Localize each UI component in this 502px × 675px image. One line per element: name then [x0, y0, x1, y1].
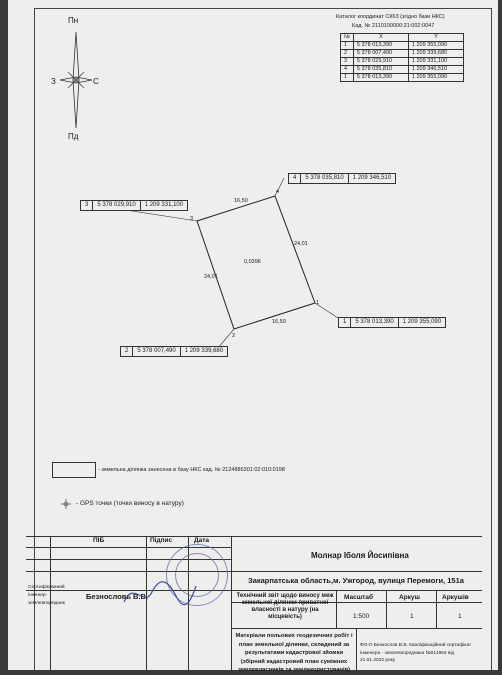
materials-text: Матеріали польових геодезичних робіт і план земельної ділянки, складений за результатами кадастрової зйомки (збірний кадастровий план суміжних землевласників та землекористувачів): [235, 633, 353, 673]
scale-value: 1:500: [353, 613, 370, 620]
table-cell: 5 378 035,810: [353, 66, 408, 74]
side-length-label: 24,01: [294, 241, 308, 247]
sheet-header: Аркуш: [399, 594, 420, 601]
pib-header: ПІБ: [93, 537, 105, 544]
table-cell: 1 209 339,680: [408, 50, 463, 58]
catalog-header-cell: Y: [408, 34, 463, 42]
parcel-address: Закарпатська область,м. Ужгород, вулиця Перемоги, 151а: [248, 576, 464, 585]
table-cell: 1 209 355,090: [408, 42, 463, 50]
vertex-number: 3: [81, 201, 93, 210]
catalog-title: Каталог координат СК63 (згідно бази НКС): [336, 14, 445, 20]
vertex-coordinate-box: [120, 346, 228, 357]
sheets-value: 1: [458, 613, 462, 620]
legend-parcel-text: - земельна ділянка занесена в базу НКС кад. № 2124886301:02:010:0198: [98, 467, 285, 473]
vertex-label: 1: [316, 300, 320, 306]
certified-engineer-label: Сертифікований інженер-землевпорядник: [28, 585, 65, 606]
vertex-label: 4: [276, 189, 280, 195]
signature-scribble: [120, 574, 200, 614]
vertex-label: 2: [232, 333, 236, 339]
table-cell: 5 378 013,390: [353, 74, 408, 82]
compass-west-label: З: [51, 77, 56, 86]
vertex-y: 1 209 331,100: [144, 202, 184, 208]
table-cell: 5 378 007,490: [353, 50, 408, 58]
sheets-header: Аркушів: [442, 594, 469, 601]
table-cell: 5 378 013,390: [353, 42, 408, 50]
vertex-label: 3: [190, 216, 194, 222]
vertex-y: 1 209 346,510: [352, 175, 392, 181]
table-cell: 1 209 355,090: [408, 74, 463, 82]
catalog-header-cell: X: [353, 34, 408, 42]
report-title: Технічний звіт щодо виносу меж земельної ділянки приватної власності в натуру (на місцевість): [236, 593, 334, 620]
compass-east-label: С: [93, 77, 99, 86]
table-cell: 5 378 029,910: [353, 58, 408, 66]
date-header: Дата: [194, 537, 210, 544]
sheet-value: 1: [410, 613, 414, 620]
table-cell: 2: [341, 50, 354, 58]
table-cell: 4: [341, 66, 354, 74]
catalog-cadastral: Кад. № 2110100000:21:002:0047: [352, 23, 435, 29]
vertex-number: 1: [339, 318, 351, 327]
vertex-coordinate-box: [288, 173, 396, 184]
table-cell: 1 209 331,100: [408, 58, 463, 66]
scale-header: Масштаб: [344, 594, 373, 601]
vertex-x: 5 378 029,910: [93, 201, 140, 210]
table-cell: 1: [341, 74, 354, 82]
table-cell: 3: [341, 58, 354, 66]
gps-point-icon: [60, 498, 72, 510]
vertex-y: 1 209 355,090: [402, 319, 442, 325]
compass-south-label: Пд: [68, 132, 79, 141]
side-length-label: 24,01: [204, 274, 218, 280]
vertex-x: 5 378 007,490: [133, 347, 180, 356]
footer-certificate-note: ФО-П Безнослов В.В. Кваліфікаційний сертифікат інженера - землевпорядника №014963 від 21.01.2022 року: [360, 643, 472, 663]
legend-gps-text: - GPS точки (точки виносу в натуру): [76, 500, 184, 507]
vertex-x: 5 378 035,810: [301, 174, 348, 183]
compass-north-label: Пн: [68, 16, 79, 25]
owner-name: Молнар Іболя Йосипівна: [311, 551, 409, 560]
catalog-header-cell: №: [341, 34, 354, 42]
vertex-number: 4: [289, 174, 301, 183]
vertex-coordinate-box: [338, 317, 446, 328]
table-cell: 1: [341, 42, 354, 50]
side-length-label: 16,50: [234, 198, 248, 204]
vertex-number: 2: [121, 347, 133, 356]
parcel-plan-drawing: [8, 0, 498, 460]
parcel-area-label: 0,0396: [244, 259, 261, 265]
legend-parcel-swatch: [52, 462, 96, 478]
title-block: [26, 536, 482, 673]
vertex-x: 5 378 013,390: [351, 318, 398, 327]
engineer-name: Безнословь В.В.: [86, 592, 149, 601]
vertex-coordinate-box: [80, 200, 188, 211]
table-cell: 1 209 346,510: [408, 66, 463, 74]
signature-header: Підпис: [150, 537, 173, 544]
vertex-y: 1 209 339,680: [184, 348, 224, 354]
side-length-label: 16,50: [272, 319, 286, 325]
